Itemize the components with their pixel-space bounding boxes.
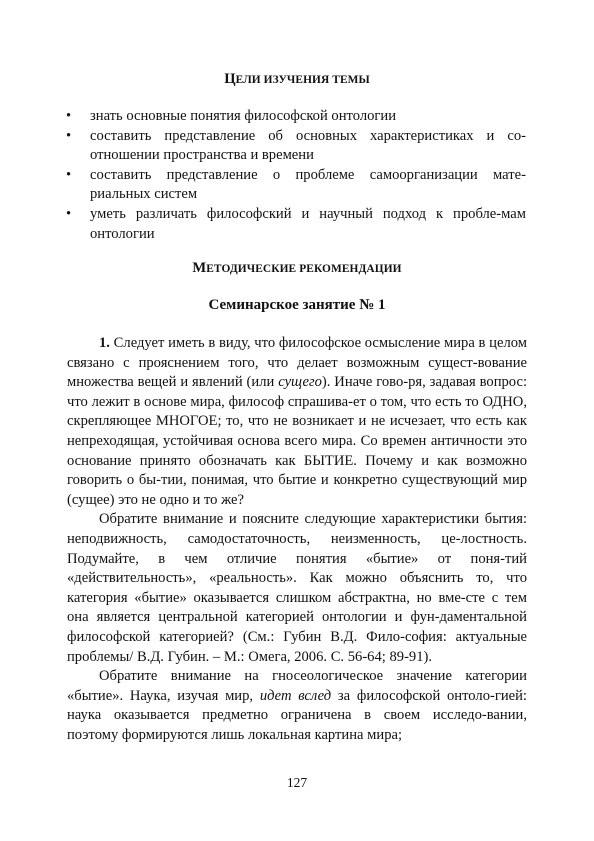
- paragraph-3-part-1: Обратите внимание на гносеологическое значение категории «бытие». Наука, изучая мир,: [67, 668, 527, 704]
- paragraph-3-part-2: за философской онтоло-гией: наука оказывается предметно ограничена в своем исследо-вании, поэтому формируются лишь локальная картина мира;: [67, 687, 527, 743]
- goal-item: [66, 107, 526, 127]
- goal-text: составить представление о проблеме самоорганизации мате-риальных систем: [90, 166, 526, 203]
- bullet-icon: •: [66, 127, 72, 144]
- item-number: 1.: [99, 335, 110, 351]
- goal-item: [66, 127, 526, 166]
- goal-item: [66, 166, 526, 205]
- goal-text: знать основные понятия философской онтологии: [90, 108, 397, 124]
- bullet-icon: •: [66, 166, 72, 183]
- goal-item: [66, 205, 526, 244]
- body-text: [67, 334, 527, 745]
- method-heading-initial: М: [192, 260, 207, 276]
- paragraph-1-part-2: ). Иначе гово-ря, задавая вопрос: что лежит в основе мира, философ спрашива-ет о том, что есть то ОДНО, скрепляющее МНОГОЕ; то, что не возникает и не исчезает, что есть как непреходящая, устойчивая основа всего мира. Со времен античности это основание принято обозначать как БЫТИЕ. Почему и как возможно говорить о бы-тии, понимая, что бытие и конкретно существующий мир (сущее) это не одно и то же?: [67, 374, 527, 508]
- page-number: 127: [286, 775, 308, 790]
- bullet-icon: •: [66, 205, 72, 222]
- paragraph-2: Обратите внимание и поясните следующие характеристики бытия: неподвижность, самодостаточность, неизменность, це-лостность. Подумайте, в чем отличие понятия «бытие» от поня-тий «действительность», «реальность». Как можно объяснить то, что категория «бытие» оказывается слишком абстрактна, но вме-сте с тем она является центральной категорией онтологии и фун-даментальной философской категорией? (См.: Губин В.Д. Фило-софия: актуальные проблемы/ В.Д. Губин. – М.: Омега, 2006. С. 56-64; 89-91).: [67, 511, 527, 665]
- goal-text: уметь различать философский и научный подход к пробле-мам онтологии: [90, 205, 526, 242]
- bullet-icon: •: [66, 108, 72, 124]
- paragraph-3: [67, 667, 527, 745]
- paragraph-3-emphasis: идет вслед: [259, 687, 332, 704]
- paragraph-1: [67, 334, 527, 510]
- goal-text: составить представление об основных характеристиках и со-отношении пространства и времени: [90, 127, 526, 164]
- goals-heading-rest: ЕЛИ ИЗУЧЕНИЯ ТЕМЫ: [235, 74, 370, 86]
- goals-heading-initial: Ц: [224, 71, 236, 87]
- goals-heading: [0, 70, 594, 91]
- method-heading: [0, 259, 594, 280]
- paragraph-1-emphasis: сущего: [278, 374, 322, 391]
- paragraph-1-part-1: Следует иметь в виду, что философское осмысление мира в целом связано с прояснением того, что делает возможным сущест-вование множества вещей и явлений (или: [67, 335, 527, 391]
- goals-list: [66, 107, 526, 244]
- method-heading-rest: ЕТОДИЧЕСКИЕ РЕКОМЕНДАЦИИ: [206, 263, 402, 275]
- seminar-title: Семинарское занятие № 1: [208, 297, 386, 313]
